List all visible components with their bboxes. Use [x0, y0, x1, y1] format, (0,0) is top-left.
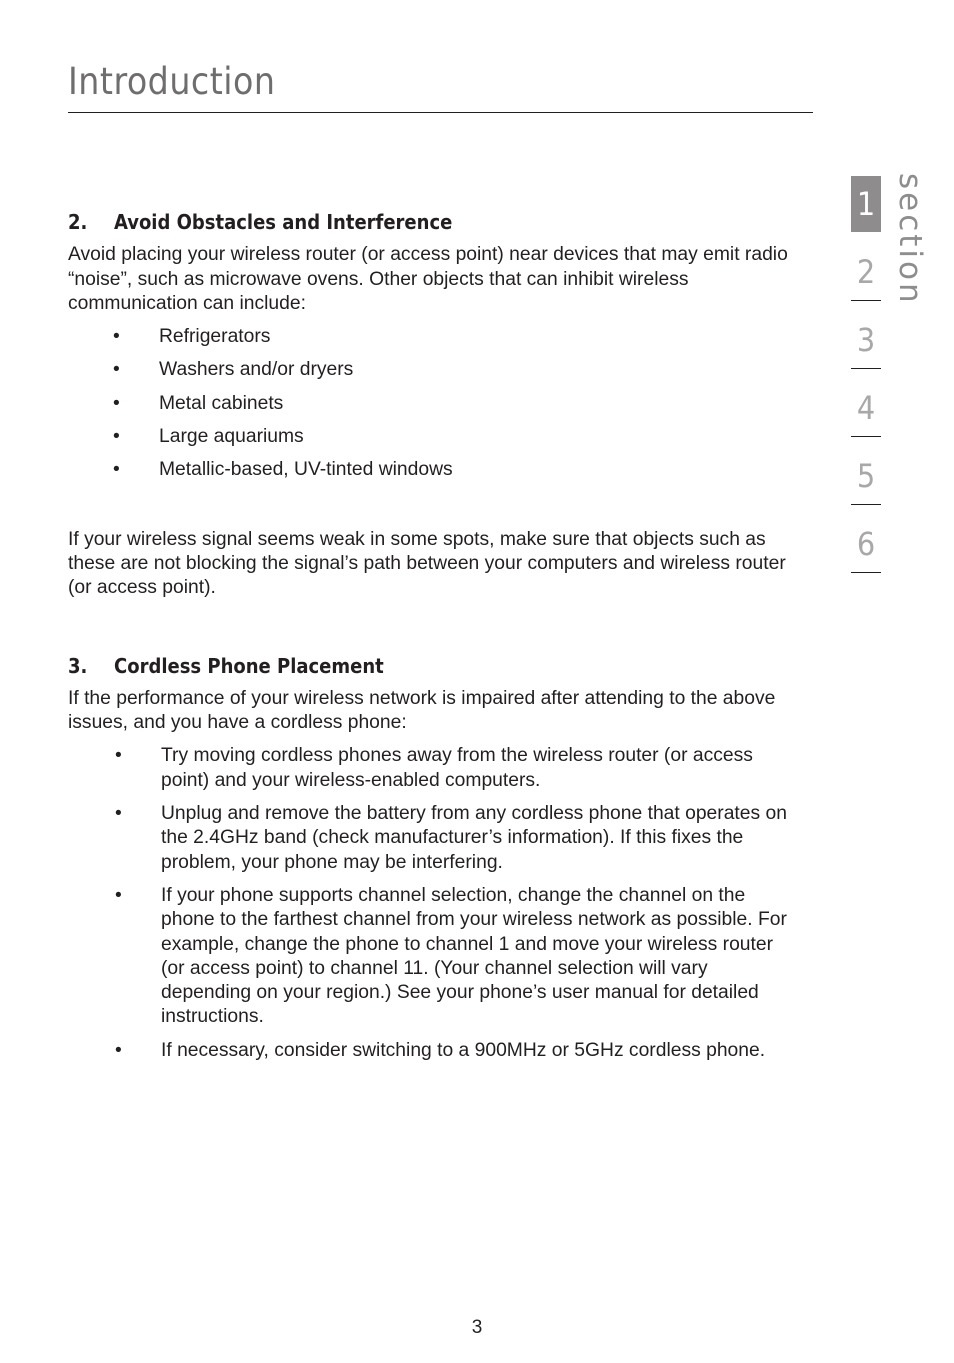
bullet-icon: • — [113, 459, 120, 481]
section-heading — [68, 210, 788, 234]
bullet-icon: • — [113, 326, 120, 348]
section-tab-2[interactable]: 2 — [851, 244, 881, 300]
section-title: Avoid Obstacles and Interference — [114, 210, 453, 234]
section-tab-3[interactable]: 3 — [851, 312, 881, 368]
bullet-icon: • — [113, 426, 120, 448]
page-title: Introduction — [68, 60, 276, 103]
bullet-icon: • — [113, 392, 120, 414]
bullet-list — [68, 744, 788, 1063]
bullet-icon: • — [113, 359, 120, 381]
list-item: • Large aquariums — [68, 425, 788, 449]
section-cordless-phone — [68, 654, 788, 1063]
list-item: • Try moving cordless phones away from the wireless router (or access point) and your wireless-enabled computers. — [115, 745, 753, 791]
section-label: section — [892, 173, 928, 306]
section-tab-nav — [851, 176, 881, 584]
bullet-icon: • — [115, 745, 122, 767]
section-avoid-obstacles — [68, 210, 788, 601]
section-tab-1[interactable]: 1 — [851, 176, 881, 232]
section-title: Cordless Phone Placement — [114, 653, 384, 678]
list-item: • If your phone supports channel selection, change the channel on the phone to the farthest channel from your wireless network as possible. For example, change the phone to channel 1 and move your wireless router (or access point) to channel 11. (Your channel selection will vary depending on your region.) See your phone’s user manual for detailed instructions. — [115, 884, 787, 1028]
section-heading — [68, 654, 788, 678]
main-content — [68, 210, 788, 1072]
section-number: 2. — [68, 210, 88, 234]
bullet-icon: • — [115, 1039, 122, 1061]
list-item: • Unplug and remove the battery from any cordless phone that operates on the 2.4GHz band (check manufacturer’s information). If this fixes the problem, your phone may be interfering. — [115, 803, 787, 873]
list-item: • Washers and/or dryers — [68, 358, 788, 382]
list-item: • Refrigerators — [68, 325, 788, 349]
list-item: • Metal cabinets — [68, 392, 788, 416]
bullet-icon: • — [115, 884, 122, 906]
paragraph: Avoid placing your wireless router (or access point) near devices that may emit radio “noise”, such as microwave ovens. Other objects that can inhibit wireless communication can include: — [68, 244, 788, 314]
section-tab-6[interactable]: 6 — [851, 516, 881, 572]
bullet-list — [68, 325, 788, 482]
title-divider — [68, 112, 813, 113]
section-number: 3. — [68, 653, 88, 678]
bullet-icon: • — [115, 803, 122, 825]
list-item: • If necessary, consider switching to a 900MHz or 5GHz cordless phone. — [68, 1039, 788, 1063]
list-item: • Metallic-based, UV-tinted windows — [68, 458, 788, 482]
paragraph: If your wireless signal seems weak in some spots, make sure that objects such as these are not blocking the signal’s path between your computers and wireless router (or access point). — [68, 528, 786, 599]
section-tab-5[interactable]: 5 — [851, 448, 881, 504]
paragraph: If the performance of your wireless network is impaired after attending to the above issues, and you have a cordless phone: — [68, 687, 776, 734]
section-tab-4[interactable]: 4 — [851, 380, 881, 436]
page-number: 3 — [471, 1317, 483, 1338]
